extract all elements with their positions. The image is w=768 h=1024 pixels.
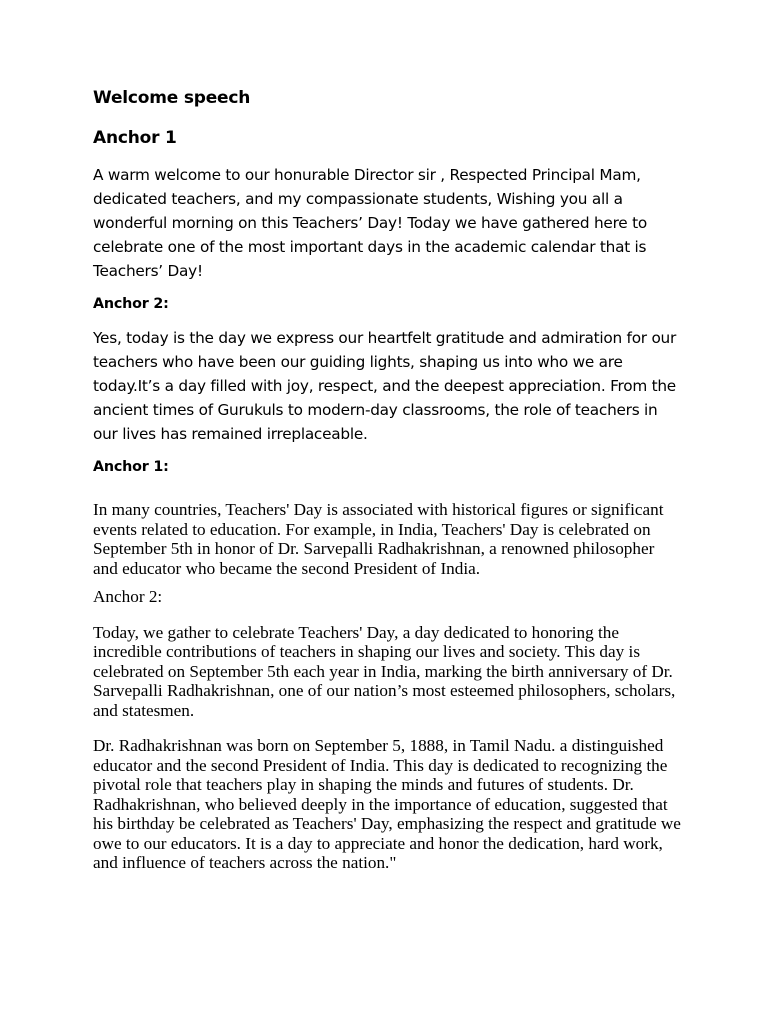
- section-paragraph-history: In many countries, Teachers' Day is associated with historical figures or significant events related to education. For example, in India, Teachers' Day is celebrated on September 5th in honor of Dr. Sarvepalli Radhakrishnan, a renowned philosopher and educator who became the second President of India.: [93, 500, 664, 578]
- section-heading-anchor-2-second: Anchor 2:: [93, 587, 163, 606]
- section-paragraph-welcome: A warm welcome to our honurable Director sir , Respected Principal Mam, dedicated teachers, and my compassionate students, Wishing you all a wonderful morning on this Teachers’ Day! Today we have gathered here to celebrate one of the most important days in the academic calendar that is Teachers’ Day!: [93, 166, 647, 280]
- document-title: Welcome speech: [93, 88, 251, 108]
- section-paragraph-celebration: Today, we gather to celebrate Teachers' Day, a day dedicated to honoring the incredible contributions of teachers in shaping our lives and society. This day is celebrated on September 5th each year in India, marking the birth anniversary of Dr. Sarvepalli Radhakrishnan, one of our nation’s most esteemed philosophers, scholars, and statesmen.: [93, 622, 676, 720]
- document-page: [93, 86, 683, 873]
- section-paragraph-gratitude: Yes, today is the day we express our heartfelt gratitude and admiration for our teachers who have been our guiding lights, shaping us into who we are today.It’s a day filled with joy, respect, and the deepest appreciation. From the ancient times of Gurukuls to modern-day classrooms, the role of teachers in our lives has remained irreplaceable.: [93, 329, 677, 443]
- section-heading-anchor-1: Anchor 1: [93, 128, 177, 148]
- section-heading-anchor-2: Anchor 2:: [93, 296, 169, 312]
- closing-paragraph: Dr. Radhakrishnan was born on September 5, 1888, in Tamil Nadu. a distinguished educator and the second President of India. This day is dedicated to recognizing the pivotal role that teachers play in shaping the minds and futures of students. Dr. Radhakrishnan, who believed deeply in the importance of education, suggested that his birthday be celebrated as Teachers' Day, emphasizing the respect and gratitude we owe to our educators. It is a day to appreciate and honor the dedication, hard work, and influence of teachers across the nation.": [93, 736, 681, 872]
- section-heading-anchor-1-second: Anchor 1:: [93, 459, 169, 475]
